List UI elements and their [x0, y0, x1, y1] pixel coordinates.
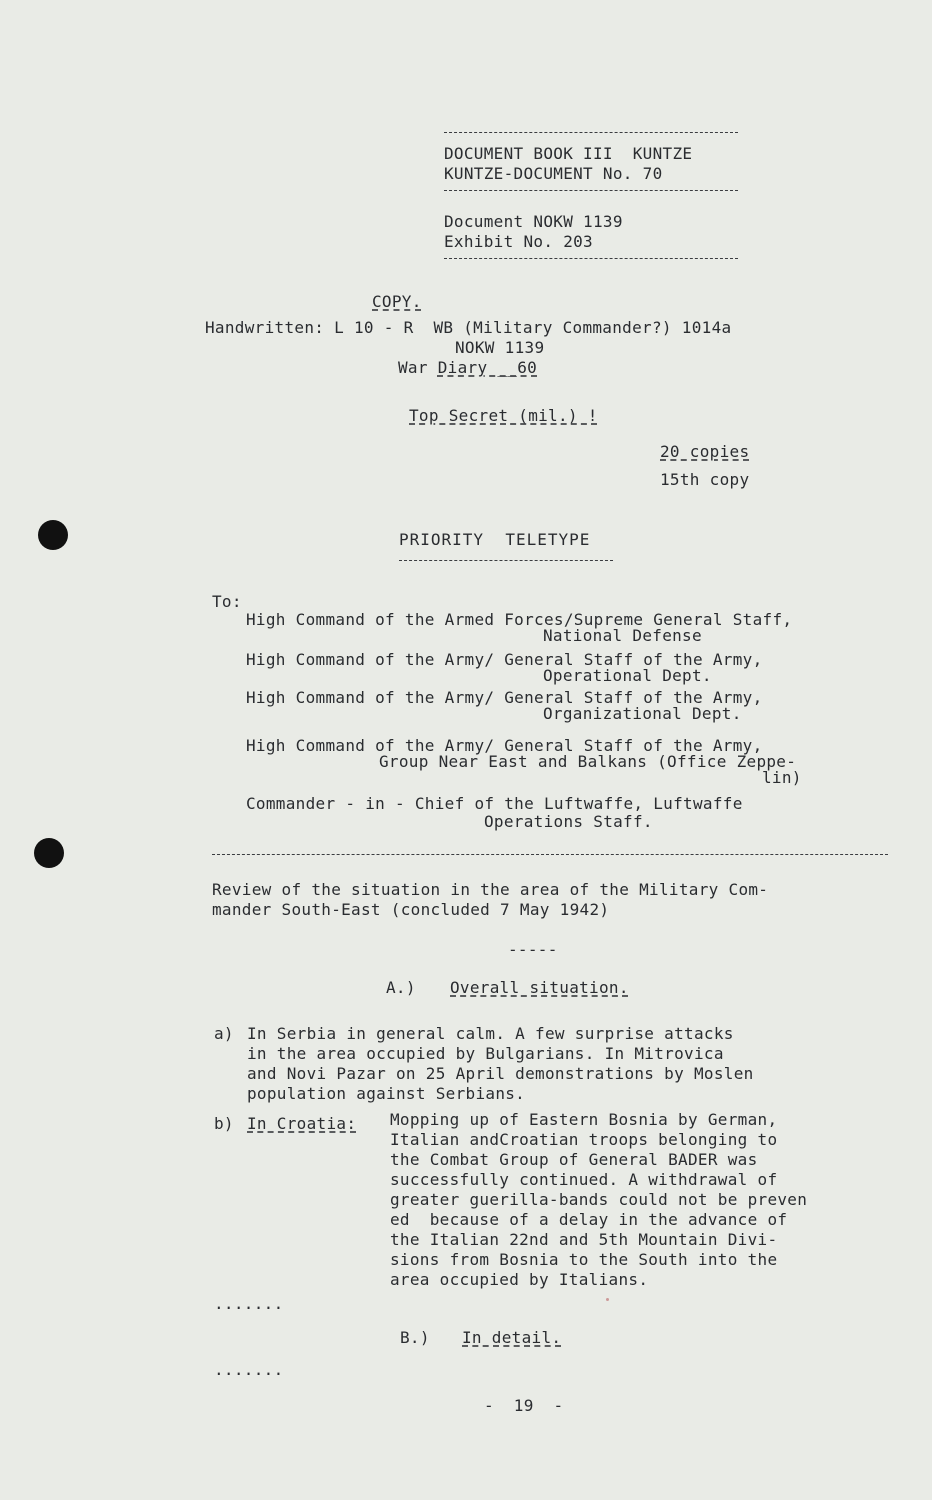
recipient-line: Operations Staff. [484, 812, 653, 831]
item-b-line: ed because of a delay in the advance of [390, 1210, 788, 1229]
section-b-title: In detail. [462, 1328, 562, 1347]
document-book-line: DOCUMENT BOOK III KUNTZE [444, 144, 693, 163]
to-label: To: [212, 592, 242, 611]
ellipsis: ....... [214, 1360, 284, 1379]
item-b-line: sions from Bosnia to the South into the [390, 1250, 778, 1269]
item-b-marker: b) [214, 1114, 234, 1133]
nokw-line: Document NOKW 1139 [444, 212, 623, 231]
recipient-line: Organizational Dept. [543, 704, 742, 723]
recipient-line: Operational Dept. [543, 666, 712, 685]
ink-speck [606, 1298, 609, 1301]
item-b-line: successfully continued. A withdrawal of [390, 1170, 778, 1189]
section-b-label: B.) [400, 1328, 430, 1347]
item-a-line: In Serbia in general calm. A few surprise attacks [247, 1024, 734, 1043]
classification: Top Secret (mil.) ! [409, 406, 598, 425]
item-a-marker: a) [214, 1024, 234, 1043]
item-b-line: Italian andCroatian troops belonging to [390, 1130, 778, 1149]
priority-teletype: PRIORITY TELETYPE [399, 530, 591, 549]
recipient-line: lin) [762, 768, 802, 787]
item-b-line: area occupied by Italians. [390, 1270, 649, 1289]
item-b-line: greater guerilla-bands could not be preven [390, 1190, 808, 1209]
war-diary-value: Diary __60 [437, 358, 538, 377]
header-rule-mid [444, 190, 738, 191]
handwritten-line: Handwritten: L 10 - R WB (Military Commander?) 1014a [205, 318, 732, 337]
section-rule [212, 854, 888, 855]
priority-rule [399, 560, 613, 561]
war-diary-prefix: War [398, 358, 438, 377]
copy-number: 15th copy [660, 470, 750, 489]
copies-count: 20 copies [660, 442, 750, 461]
punch-hole [34, 838, 64, 868]
item-b-place: In Croatia: [247, 1114, 357, 1133]
recipient-line: Group Near East and Balkans (Office Zeppe- [379, 752, 797, 771]
item-b-line: the Italian 22nd and 5th Mountain Divi- [390, 1230, 778, 1249]
header-rule-top [444, 132, 738, 133]
recipient-line: National Defense [543, 626, 702, 645]
recipient-line: High Command of the Army/ General Staff of the Army, [246, 650, 763, 669]
recipient-line: Commander - in - Chief of the Luftwaffe, Luftwaffe [246, 794, 743, 813]
exhibit-line: Exhibit No. 203 [444, 232, 593, 251]
section-a-title: Overall situation. [450, 978, 629, 997]
war-diary-line [398, 358, 537, 378]
section-a-label: A.) [386, 978, 416, 997]
item-a-line: in the area occupied by Bulgarians. In Mitrovica [247, 1044, 724, 1063]
item-b-line: Mopping up of Eastern Bosnia by German, [390, 1110, 778, 1129]
copy-label: COPY. [372, 292, 422, 311]
recipient-line: High Command of the Army/ General Staff of the Army, [246, 736, 763, 755]
item-b-line: the Combat Group of General BADER was [390, 1150, 758, 1169]
recipient-line: High Command of the Armed Forces/Supreme General Staff, [246, 610, 793, 629]
review-line: mander South-East (concluded 7 May 1942) [212, 900, 610, 919]
ellipsis: ....... [214, 1294, 284, 1313]
item-a-line: population against Serbians. [247, 1084, 526, 1103]
page-number: - 19 - [484, 1396, 564, 1415]
short-separator: ----- [508, 940, 558, 959]
handwritten-nokw: NOKW 1139 [455, 338, 545, 357]
recipient-line: High Command of the Army/ General Staff of the Army, [246, 688, 763, 707]
kuntze-document-line: KUNTZE-DOCUMENT No. 70 [444, 164, 663, 183]
review-line: Review of the situation in the area of the Military Com- [212, 880, 769, 899]
header-rule-bottom [444, 258, 738, 259]
item-a-line: and Novi Pazar on 25 April demonstrations by Moslen [247, 1064, 754, 1083]
punch-hole [38, 520, 68, 550]
